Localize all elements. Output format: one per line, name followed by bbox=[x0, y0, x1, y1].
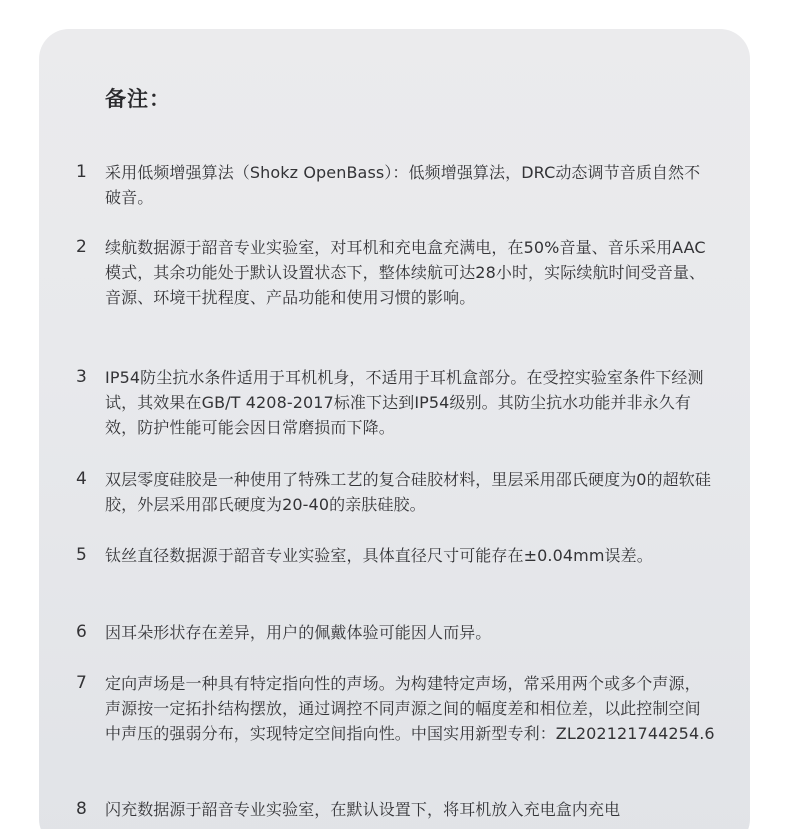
note-number: 5 bbox=[76, 545, 87, 565]
note-number: 1 bbox=[76, 162, 87, 182]
note-text: 因耳朵形状存在差异，用户的佩戴体验可能因人而异。 bbox=[105, 623, 492, 642]
note-number: 8 bbox=[76, 799, 87, 819]
note-text: 钛丝直径数据源于韶音专业实验室，具体直径尺寸可能存在±0.04mm误差。 bbox=[105, 546, 653, 565]
notes-title: 备注： bbox=[105, 87, 171, 111]
note-number: 3 bbox=[76, 367, 87, 387]
note-text: 续航数据源于韶音专业实验室，对耳机和充电盒充满电，在50%音量、音乐采用AAC模式，其余功能处于默认设置状态下，整体续航可达28小时，实际续航时间受音量、音源、环境干扰程度、产品功能和使用习惯的影响。 bbox=[105, 238, 706, 307]
note-text: IP54防尘抗水条件适用于耳机机身，不适用于耳机盒部分。在受控实验室条件下经测试，其效果在GB/T 4208-2017标准下达到IP54级别。其防尘抗水功能并非永久有效，防护性能可能会因日常磨损而下降。 bbox=[105, 368, 704, 437]
note-text: 定向声场是一种具有特定指向性的声场。为构建特定声场，常采用两个或多个声源，声源按一定拓扑结构摆放，通过调控不同声源之间的幅度差和相位差，以此控制空间中声压的强弱分布，实现特定空间指向性。中国实用新型专利：ZL202121744254.6 bbox=[105, 674, 715, 743]
note-number: 6 bbox=[76, 622, 87, 642]
note-number: 2 bbox=[76, 237, 87, 257]
note-text: 采用低频增强算法（Shokz OpenBass）：低频增强算法，DRC动态调节音质自然不破音。 bbox=[105, 163, 701, 207]
note-text: 闪充数据源于韶音专业实验室，在默认设置下，将耳机放入充电盒内充电 bbox=[105, 800, 621, 819]
note-text: 双层零度硅胶是一种使用了特殊工艺的复合硅胶材料，里层采用邵氏硬度为0的超软硅胶，外层采用邵氏硬度为20-40的亲肤硅胶。 bbox=[105, 470, 711, 514]
notes-card bbox=[39, 29, 750, 829]
note-number: 7 bbox=[76, 673, 87, 693]
note-number: 4 bbox=[76, 469, 87, 489]
